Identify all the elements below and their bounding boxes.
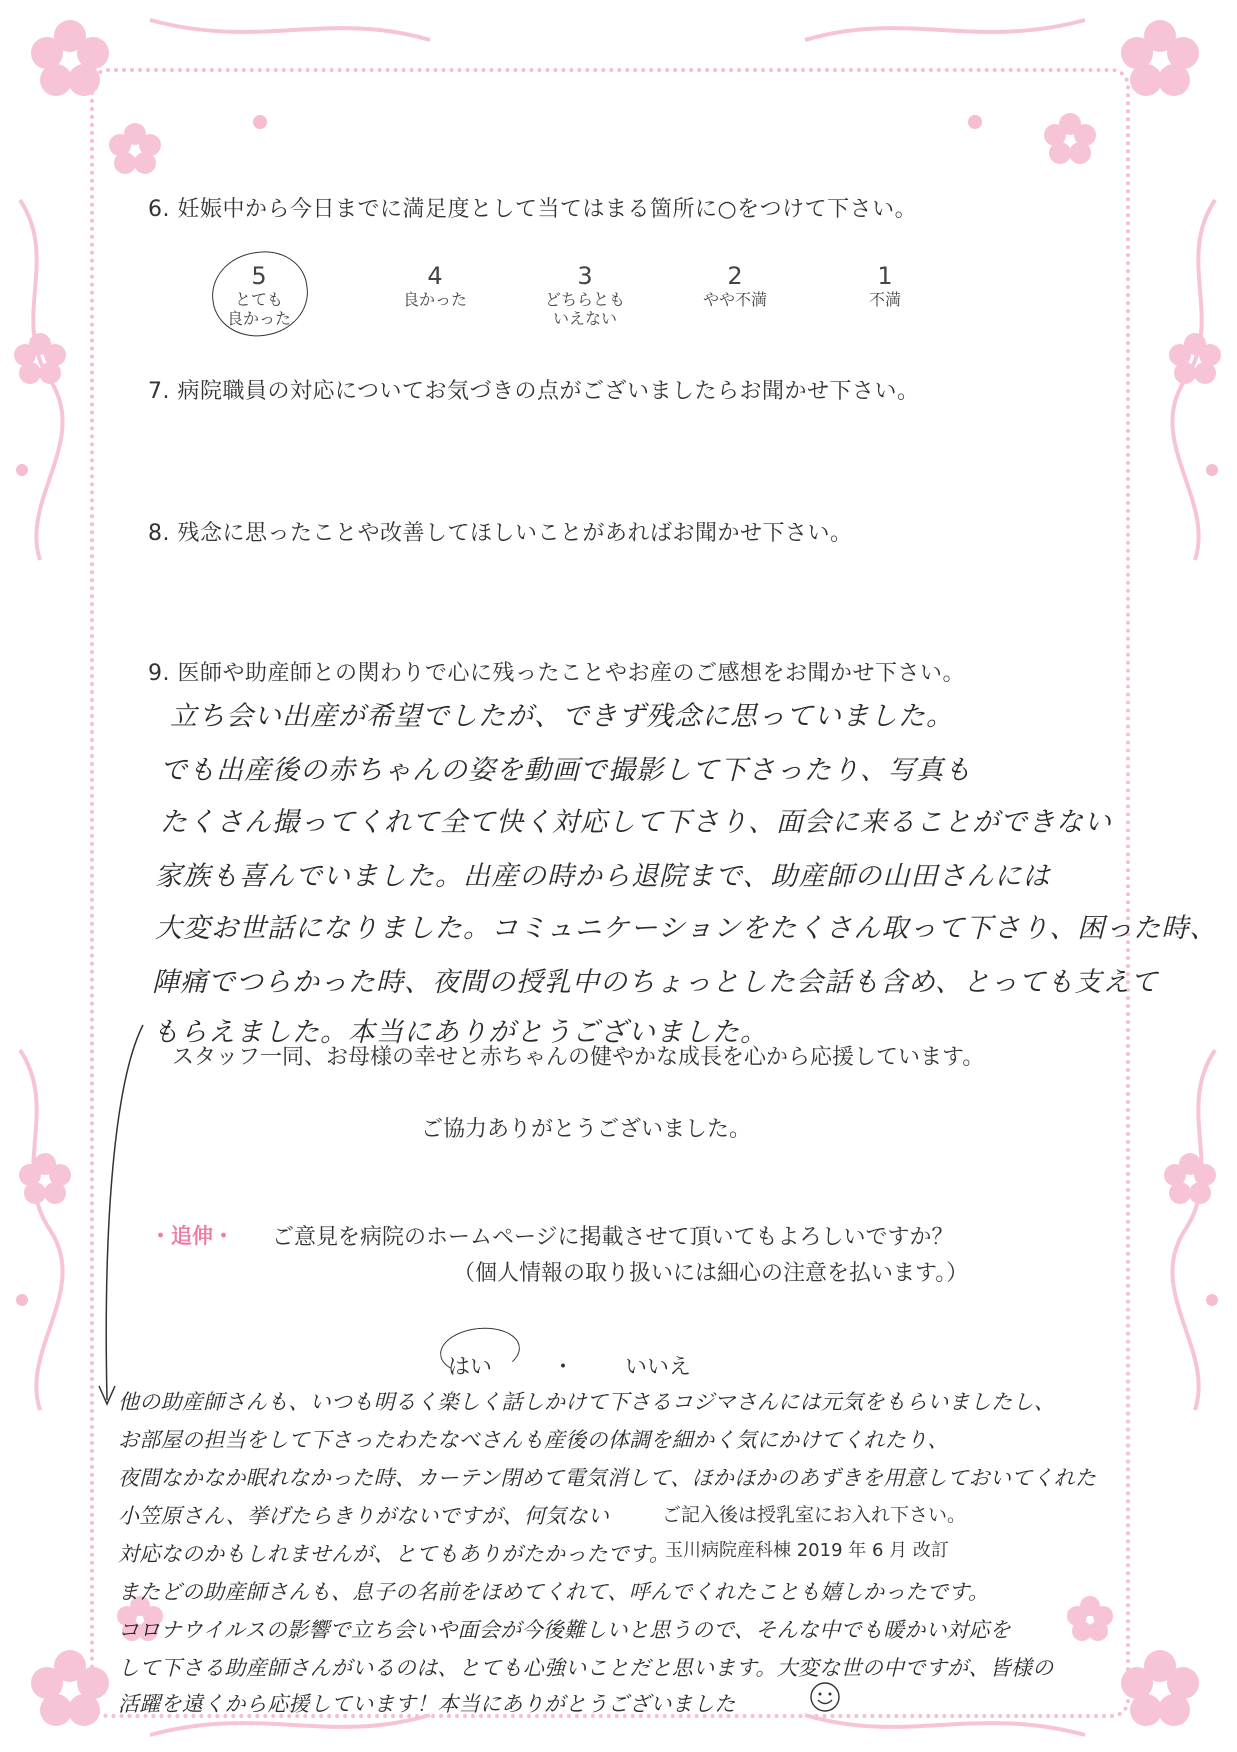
handwritten-line: 陣痛でつらかった時、夜間の授乳中のちょっとした会話も含め、とっても支えて — [152, 967, 1159, 998]
scale-option-3[interactable] — [525, 262, 645, 328]
handwritten-line: もらえました。本当にありがとうございました。 — [152, 1017, 768, 1048]
smiley-icon — [808, 1680, 842, 1714]
scale-number: 5 — [251, 262, 267, 290]
handwritten-extra-line: して下さる助産師さんがいるのは、とても心強いことだと思います。大変な世の中ですが、皆様の — [118, 1656, 1054, 1680]
handwritten-extra-line: またどの助産師さんも、息子の名前をほめてくれて、呼んでくれたことも嬉しかったです。 — [118, 1580, 990, 1604]
handwritten-line: でも出産後の赤ちゃんの姿を動画で撮影して下さったり、写真も — [160, 755, 972, 786]
scale-number: 1 — [877, 262, 893, 290]
scale-number: 4 — [427, 262, 443, 290]
postscript-tag: ・追伸・ — [150, 1224, 234, 1248]
scale-label: 良かった — [226, 309, 291, 328]
scale-label: いえない — [552, 309, 617, 328]
postscript-note: （個人情報の取り扱いには細心の注意を払います。） — [453, 1261, 969, 1286]
question-8: 8. 残念に思ったことや改善してほしいことがあればお聞かせ下さい。 — [148, 521, 853, 546]
handwritten-line: 家族も喜んでいました。出産の時から退院まで、助産師の山田さんには — [155, 861, 1051, 892]
scale-option-4[interactable] — [375, 262, 495, 309]
handwritten-extra-line: 他の助産師さんも、いつも明るく楽しく話しかけて下さるコジマさんには元気をもらいましたし、 — [118, 1390, 1056, 1414]
handwritten-line: たくさん撮ってくれて全て快く対応して下さり、面会に来ることができない — [160, 807, 1112, 838]
no-option[interactable]: いいえ — [625, 1355, 692, 1380]
scale-label: 良かった — [402, 290, 467, 309]
footer-revision: 玉川病院産科棟 2019 年 6 月 改訂 — [665, 1540, 949, 1561]
question-6: 6. 妊娠中から今日までに満足度として当てはまる箇所に○をつけて下さい。 — [148, 197, 918, 222]
scale-number: 3 — [577, 262, 593, 290]
handwritten-extra-line: 小笠原さん、挙げたらきりがないですが、何気ない — [118, 1504, 610, 1528]
yes-option[interactable]: はい — [448, 1355, 493, 1380]
handwritten-line: 立ち会い出産が希望でしたが、できず残念に思っていました。 — [170, 701, 954, 732]
option-separator: ・ — [552, 1355, 575, 1380]
scale-label: とても — [234, 290, 283, 309]
footer-note: ご記入後は授乳室にお入れ下さい。 — [662, 1504, 967, 1526]
scale-option-2[interactable] — [675, 262, 795, 309]
scale-number: 2 — [727, 262, 743, 290]
handwritten-arrow — [95, 1020, 155, 1420]
handwritten-extra-line: 夜間なかなか眠れなかった時、カーテン閉めて電気消して、ほかほかのあずきを用意しておいてくれた — [118, 1466, 1097, 1490]
handwritten-extra-line: コロナウイルスの影響で立ち会いや面会が今後難しいと思うので、そんな中でも暖かい対応を — [118, 1618, 1011, 1642]
handwritten-extra-line: 活躍を遠くから応援しています！本当にありがとうございました — [118, 1692, 736, 1716]
staff-message: スタッフ一同、お母様の幸せと赤ちゃんの健やかな成長を心から応援しています。 — [172, 1045, 985, 1070]
question-7: 7. 病院職員の対応についてお気づきの点がございましたらお聞かせ下さい。 — [148, 379, 920, 404]
thanks-message: ご協力ありがとうございました。 — [421, 1117, 752, 1142]
question-9: 9. 医師や助産師との関わりで心に残ったことやお産のご感想をお聞かせ下さい。 — [148, 661, 965, 686]
handwritten-line: 大変お世話になりました。コミュニケーションをたくさん取って下さり、困った時、 — [155, 913, 1218, 944]
handwritten-extra-line: お部屋の担当をして下さったわたなべさんも産後の体調を細かく気にかけてくれたり、 — [118, 1428, 949, 1452]
scale-label: やや不満 — [702, 290, 767, 309]
handwritten-extra-line: 対応なのかもしれませんが、とてもありがたかったです。 — [118, 1542, 671, 1566]
scale-option-1[interactable] — [825, 262, 945, 309]
scale-label: どちらとも — [544, 290, 625, 309]
scale-option-5[interactable] — [199, 262, 319, 328]
scale-label: 不満 — [868, 290, 901, 309]
postscript-question: ご意見を病院のホームページに掲載させて頂いてもよろしいですか？ — [272, 1225, 954, 1250]
